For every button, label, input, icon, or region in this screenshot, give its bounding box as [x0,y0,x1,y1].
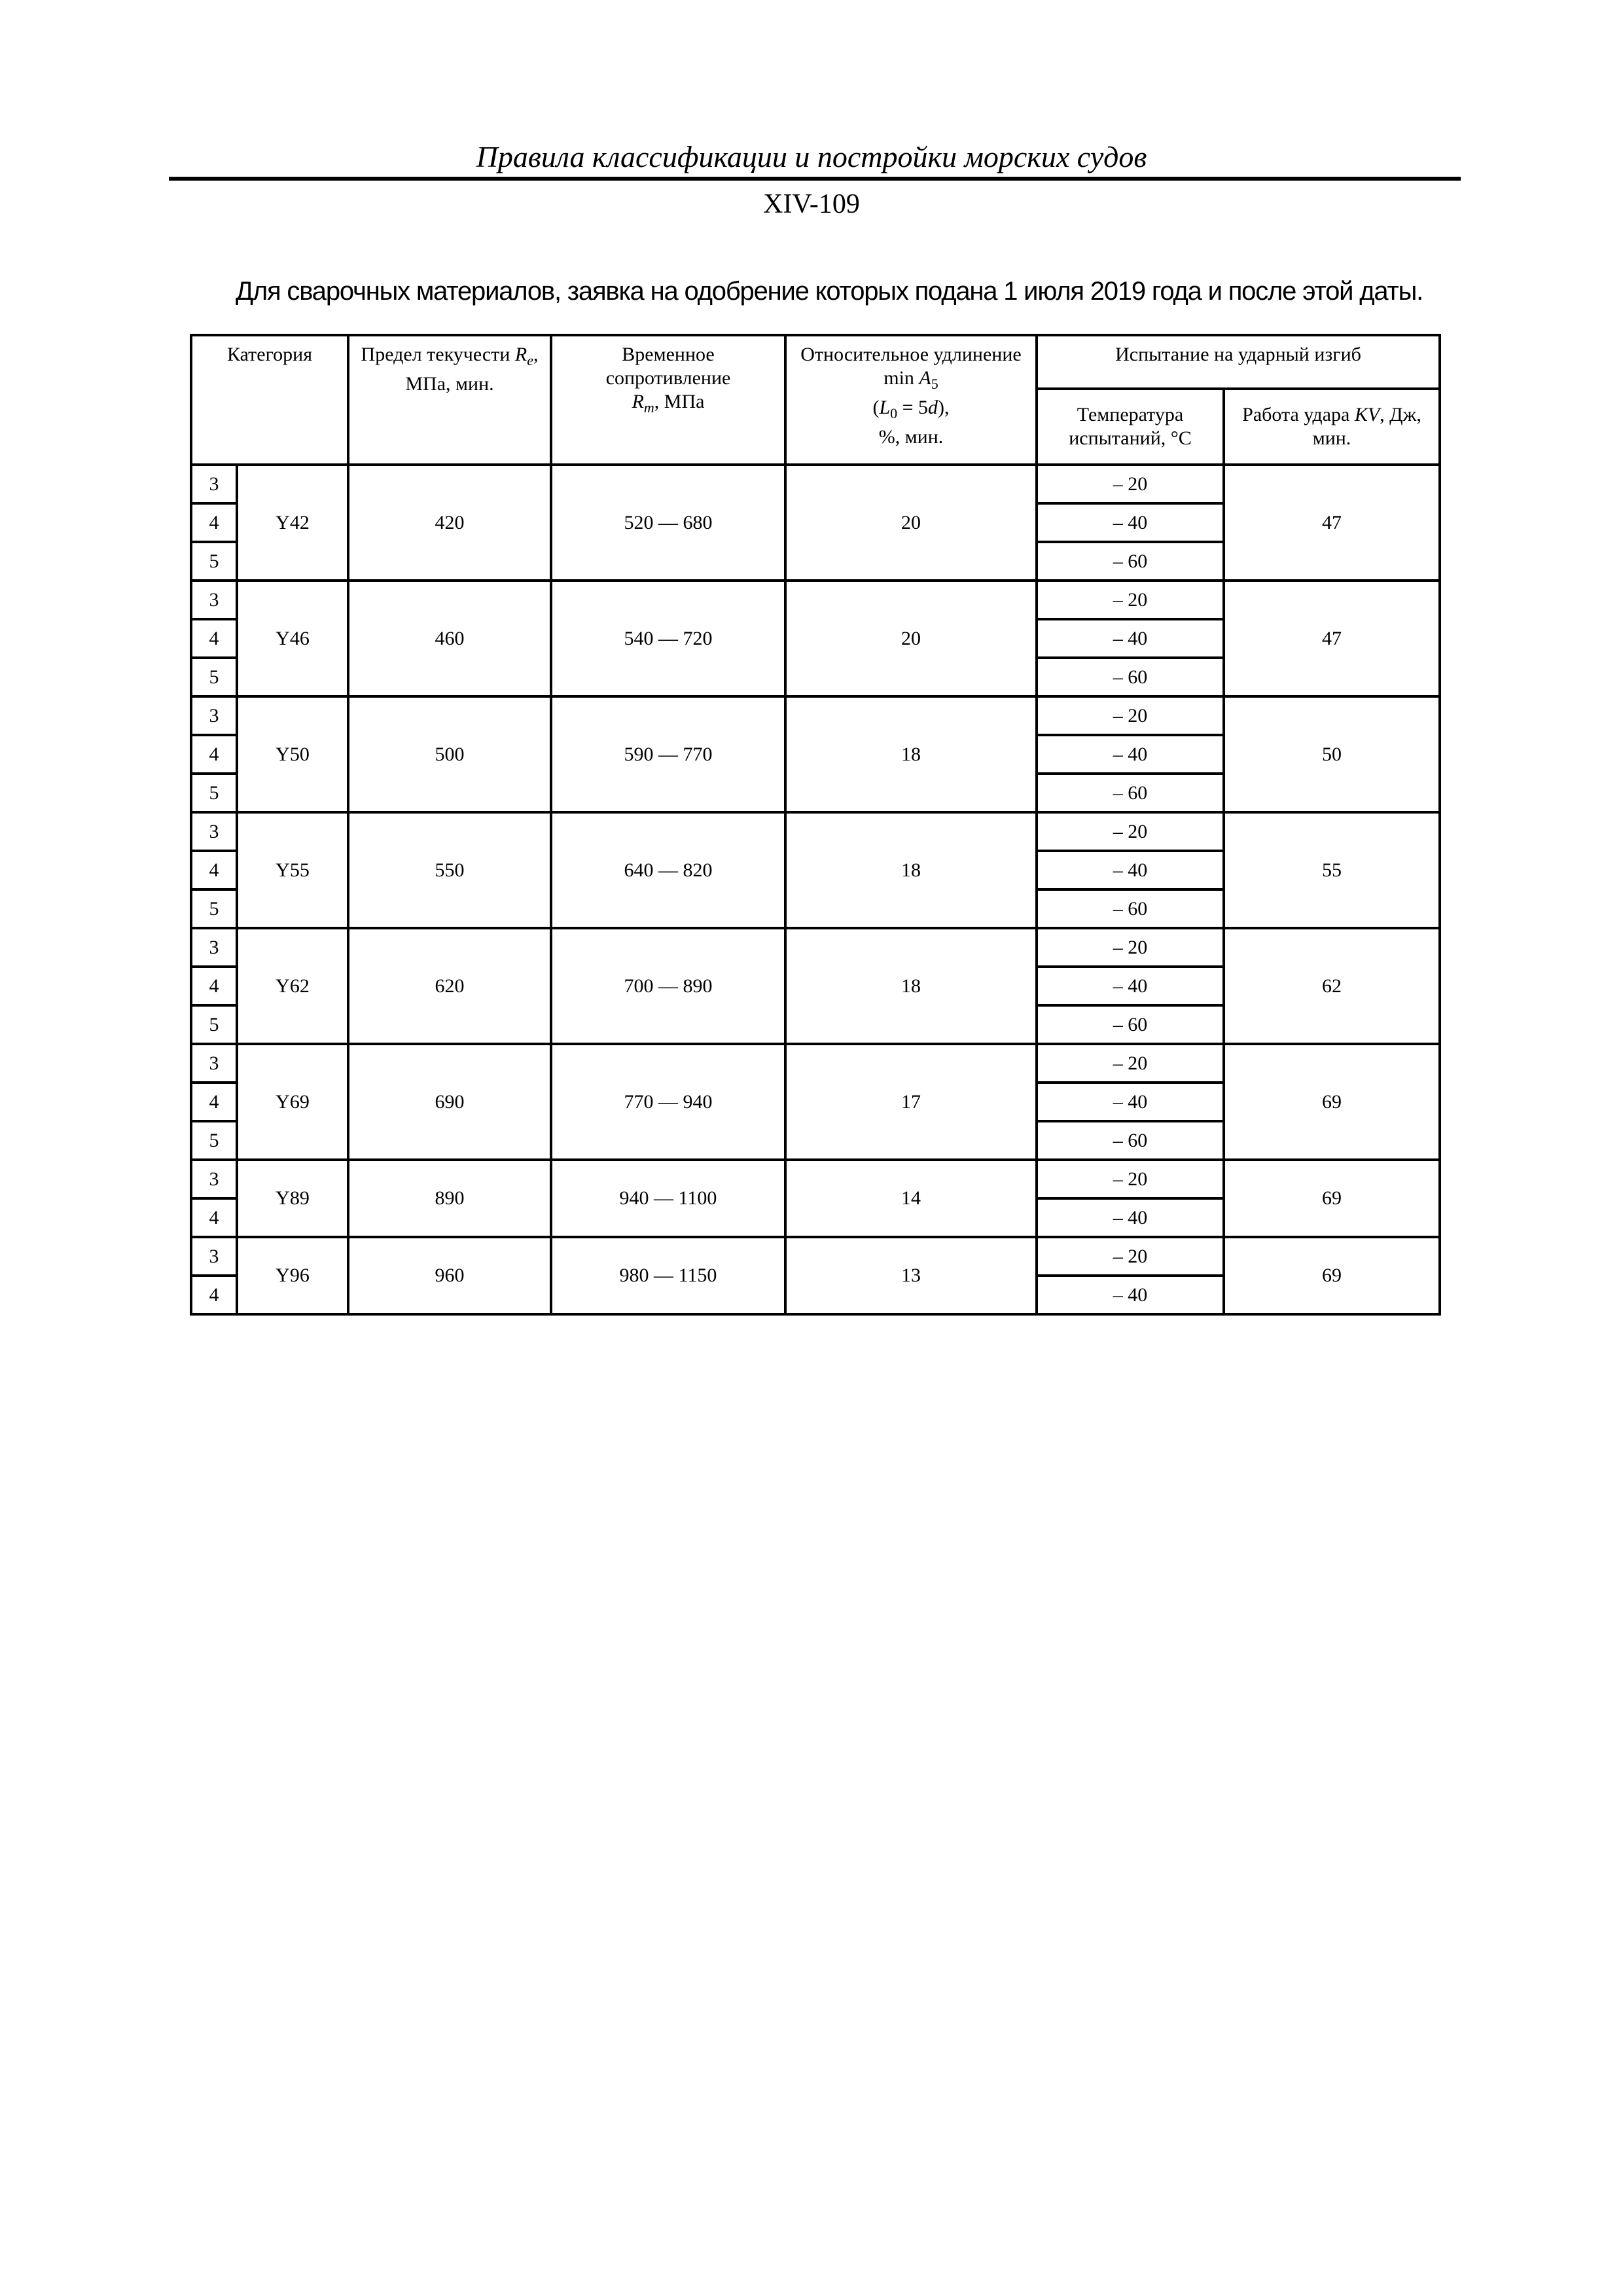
category-number-cell: 4 [191,1276,237,1314]
header-rule [169,177,1461,181]
header-temperature [1037,389,1224,465]
impact-energy-cell: 47 [1224,581,1440,696]
header-category [191,335,348,465]
header-elongation-min: min [883,367,919,389]
category-number-cell: 5 [191,1005,237,1044]
header-tensile-subscript [644,399,654,416]
yield-strength-cell: 890 [348,1160,551,1237]
header-energy-symbol: KV [1354,404,1380,425]
impact-energy-cell: 69 [1224,1044,1440,1160]
tensile-strength-cell: 640 — 820 [551,812,785,928]
test-temperature-cell: – 20 [1037,812,1224,851]
header-impact-label: Испытание на ударный изгиб [1115,344,1361,365]
table-row [191,1044,1440,1083]
test-temperature-cell: – 40 [1037,851,1224,889]
header-energy [1224,389,1440,465]
grade-cell: Y55 [237,812,348,928]
elongation-cell: 18 [785,928,1037,1044]
header-elongation-symbol: A [919,367,931,389]
tensile-strength-cell: 940 — 1100 [551,1160,785,1237]
header-tensile-symbol: R [632,391,644,412]
header-elongation-close: ), [938,397,950,418]
category-number-cell: 5 [191,658,237,696]
header-yield-unit: МПа, мин. [405,373,494,395]
test-temperature-cell: – 60 [1037,542,1224,581]
test-temperature-cell: – 20 [1037,581,1224,619]
table-body [191,465,1440,1314]
header-elongation-open: ( [872,397,880,418]
header-yield-symbol: R [514,344,527,365]
grade-cell: Y46 [237,581,348,696]
welding-materials-table [190,334,1441,1316]
category-number-cell: 3 [191,696,237,735]
category-number-cell: 3 [191,581,237,619]
test-temperature-cell: – 40 [1037,619,1224,658]
category-number-cell: 5 [191,1121,237,1160]
category-number-cell: 4 [191,1083,237,1121]
header-category-label: Категория [227,344,312,365]
yield-strength-cell: 620 [348,928,551,1044]
header-yield-label: Предел текучести [361,344,515,365]
header-elongation-l-subscript: 0 [890,405,898,422]
test-temperature-cell: – 20 [1037,696,1224,735]
elongation-cell: 20 [785,581,1037,696]
impact-energy-cell: 62 [1224,928,1440,1044]
category-number-cell: 4 [191,735,237,774]
header-elongation-d: d [928,397,938,418]
table-row [191,812,1440,851]
grade-cell: Y96 [237,1237,348,1314]
category-number-cell: 3 [191,465,237,503]
tensile-strength-cell: 540 — 720 [551,581,785,696]
test-temperature-cell: – 40 [1037,1198,1224,1237]
impact-energy-cell: 55 [1224,812,1440,928]
impact-energy-cell: 47 [1224,465,1440,581]
test-temperature-cell: – 40 [1037,1083,1224,1121]
category-number-cell: 4 [191,503,237,542]
test-temperature-cell: – 40 [1037,967,1224,1005]
test-temperature-cell: – 20 [1037,465,1224,503]
tensile-strength-cell: 520 — 680 [551,465,785,581]
elongation-cell: 18 [785,812,1037,928]
test-temperature-cell: – 60 [1037,1005,1224,1044]
yield-strength-cell: 550 [348,812,551,928]
header-impact [1037,335,1440,389]
category-number-cell: 4 [191,851,237,889]
category-number-cell: 3 [191,928,237,967]
category-number-cell: 5 [191,542,237,581]
header-elongation-line1: Относительное удлинение [800,344,1022,365]
tensile-strength-cell: 770 — 940 [551,1044,785,1160]
header-tensile-subscript-text: m [643,399,654,416]
header-elongation [785,335,1037,465]
grade-cell: Y62 [237,928,348,1044]
running-title: Правила классификации и постройки морских судов [476,140,1147,173]
test-temperature-cell: – 60 [1037,658,1224,696]
category-number-cell: 3 [191,812,237,851]
yield-strength-cell: 460 [348,581,551,696]
header-tensile-line2: сопротивление [605,367,731,389]
header-energy-label: Работа удара [1242,404,1355,425]
header-temperature-line1: Температура [1077,404,1184,425]
header-elongation-unit: %, мин. [878,426,944,448]
category-number-cell: 3 [191,1237,237,1276]
impact-energy-cell: 69 [1224,1160,1440,1237]
test-temperature-cell: – 60 [1037,1121,1224,1160]
tensile-strength-cell: 700 — 890 [551,928,785,1044]
header-elongation-eq: = 5 [897,397,929,418]
header-energy-unit-a: , Дж, [1380,404,1421,425]
header-yield [348,335,551,465]
header-tensile [551,335,785,465]
table-row [191,1237,1440,1276]
grade-cell: Y50 [237,696,348,812]
tensile-strength-cell: 980 — 1150 [551,1237,785,1314]
test-temperature-cell: – 40 [1037,735,1224,774]
elongation-cell: 20 [785,465,1037,581]
header-tensile-line1: Временное [622,344,715,365]
header-yield-subscript [527,352,533,368]
category-number-cell: 4 [191,967,237,1005]
test-temperature-cell: – 20 [1037,1044,1224,1083]
test-temperature-cell: – 20 [1037,1237,1224,1276]
table-row [191,581,1440,619]
grade-cell: Y89 [237,1160,348,1237]
yield-strength-cell: 690 [348,1044,551,1160]
header-yield-comma: , [533,344,539,365]
header-row-1 [191,335,1440,389]
table-row [191,465,1440,503]
test-temperature-cell: – 20 [1037,1160,1224,1198]
test-temperature-cell: – 20 [1037,928,1224,967]
grade-cell: Y69 [237,1044,348,1160]
table-row [191,928,1440,967]
impact-energy-cell: 69 [1224,1237,1440,1314]
elongation-cell: 14 [785,1160,1037,1237]
tensile-strength-cell: 590 — 770 [551,696,785,812]
header-yield-subscript-text: e [527,352,533,368]
elongation-cell: 17 [785,1044,1037,1160]
category-number-cell: 4 [191,1198,237,1237]
test-temperature-cell: – 60 [1037,889,1224,928]
category-number-cell: 3 [191,1044,237,1083]
elongation-cell: 18 [785,696,1037,812]
grade-cell: Y42 [237,465,348,581]
test-temperature-cell: – 40 [1037,503,1224,542]
category-number-cell: 4 [191,619,237,658]
header-elongation-subscript: 5 [931,376,938,392]
yield-strength-cell: 960 [348,1237,551,1314]
table-row [191,1160,1440,1198]
category-number-cell: 5 [191,889,237,928]
category-number-cell: 3 [191,1160,237,1198]
header-temperature-line2: испытаний, °С [1069,427,1192,449]
test-temperature-cell: – 60 [1037,774,1224,812]
elongation-cell: 13 [785,1237,1037,1314]
header-energy-unit-b: мин. [1312,427,1351,449]
yield-strength-cell: 500 [348,696,551,812]
category-number-cell: 5 [191,774,237,812]
page-number: XIV-109 [763,189,860,219]
header-tensile-unit: , МПа [654,391,705,412]
header-elongation-l-symbol: L [879,397,891,418]
test-temperature-cell: – 40 [1037,1276,1224,1314]
table-row [191,696,1440,735]
impact-energy-cell: 50 [1224,696,1440,812]
yield-strength-cell: 420 [348,465,551,581]
intro-text: Для сварочных материалов, заявка на одобрение которых подана 1 июля 2019 года и после этой даты. [236,277,1423,306]
